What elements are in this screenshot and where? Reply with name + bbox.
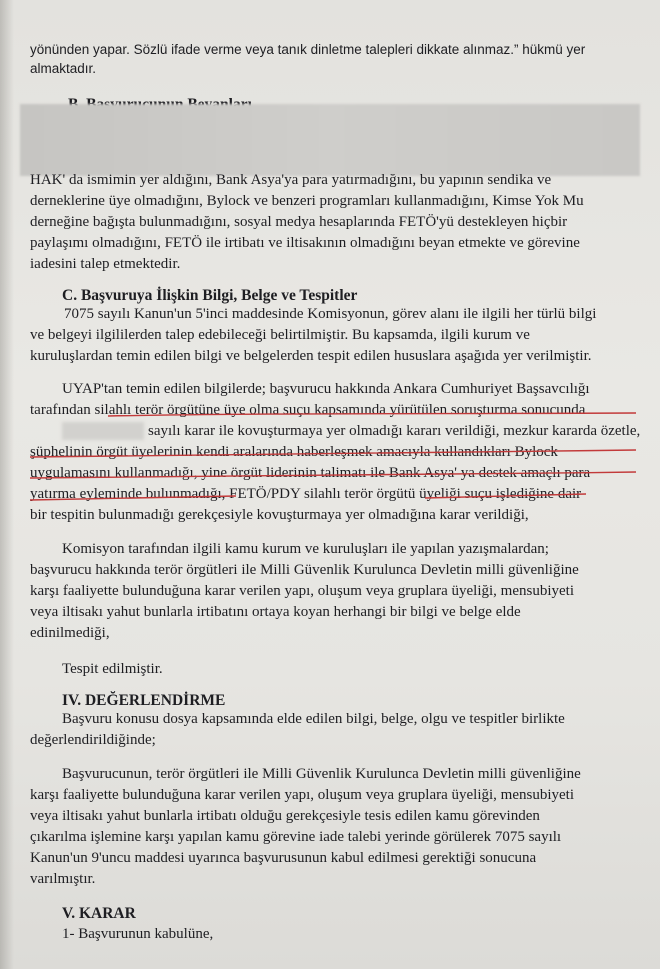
text-line: iadesini talep etmektedir. <box>30 256 181 272</box>
underline-mark <box>108 413 636 416</box>
text-line: veya iltisakı yahut bunlarla irtibatı olduğu gerekçesiyle tesis edilen kamu görevinden <box>30 808 540 824</box>
text-line: bir tespitin bulunmadığı gerekçesiyle kovuşturmaya yer olmadığına karar verildiği, <box>30 507 529 523</box>
text-line: Komisyon tarafından ilgili kamu kurum ve kuruluşları ile yapılan yazışmalardan; <box>62 541 549 557</box>
text-line: değerlendirildiğinde; <box>30 732 156 748</box>
underline-mark <box>30 496 236 500</box>
text-line: ve belgeyi ilgililerden talep edebileceği belirtilmiştir. Bu kapsamda, ilgili kurum ve <box>30 327 530 343</box>
text-line: çıkarılma işlemine karşı yapılan kamu görevine iade talebi yerinde görülerek 7075 sayılı <box>30 829 562 845</box>
underline-mark <box>30 472 636 478</box>
text-line: kuruluşlardan temin edilen bilgi ve belgelerden tespit edilen hususlara aşağıda yer verilmiştir. <box>30 348 592 364</box>
section-c-heading: C. Başvuruya İlişkin Bilgi, Belge ve Tespitler <box>62 287 358 304</box>
text-line: Kanun'un 9'uncu maddesi uyarınca başvurusunun kabul edilmesi gerektiği sonucuna <box>30 850 537 866</box>
text-line: almaktadır. <box>30 61 97 76</box>
text-line: sayılı karar ile kovuşturmaya yer olmadığı kararı verildiği, mezkur kararda özetle, <box>148 423 641 439</box>
text-line: derneğine bağışta bulunmadığını, sosyal medya hesaplarında FETÖ'yü destekleyen hiçbir <box>30 214 568 230</box>
section-v-heading: V. KARAR <box>62 905 136 922</box>
text-line: şüphelinin örgüt üyelerinin kendi aralarında haberleşmek amacıyla kullandıkları Bylock <box>30 444 558 460</box>
text-line: Tespit edilmiştir. <box>62 661 163 677</box>
text-line: derneklerine üye olmadığını, Bylock ve benzeri programları kullanmadığını, Kimse Yok Mu <box>30 193 584 209</box>
text-line: tarafından silahlı terör örgütüne üye olma suçu kapsamında yürütülen soruşturma sonucunda <box>30 402 586 418</box>
section-iv-heading: IV. DEĞERLENDİRME <box>62 692 226 709</box>
text-line: veya iltisakı yahut bunlarla irtibatını ortaya koyan herhangi bir bilgi ve belge elde <box>30 604 521 620</box>
text-line: Başvuru konusu dosya kapsamında elde edilen bilgi, belge, olgu ve tespitler birlikte <box>62 711 565 727</box>
text-line: 7075 sayılı Kanun'un 5'inci maddesinde Komisyonun, görev alanı ile ilgili her türlü bilgi <box>64 306 597 322</box>
text-line: UYAP'tan temin edilen bilgilerde; başvurucu hakkında Ankara Cumhuriyet Başsavcılığı <box>62 381 590 397</box>
underline-mark <box>425 494 586 498</box>
text-line: HAK' da ismimin yer aldığını, Bank Asya'ya para yatırmadığını, bu yapının sendika ve <box>30 172 552 188</box>
text-line: varılmıştır. <box>30 871 96 887</box>
text-line: uygulamasını kullanmadığı, yine örgüt liderinin talimatı ile Bank Asya' ya destek amaçlı para <box>30 465 591 481</box>
underline-mark <box>30 450 636 457</box>
text-line: karşı faaliyette bulunduğuna karar verilen yapı, oluşum veya gruplara üyeliği, mensubiyeti <box>30 583 574 599</box>
text-line: edinilmediği, <box>30 625 110 641</box>
text-line: Başvurucunun, terör örgütleri ile Milli Güvenlik Kurulunca Devletin milli güvenliğine <box>62 766 581 782</box>
text-line: başvurucu hakkında terör örgütleri ile Milli Güvenlik Kurulunca Devletin milli güvenliğine <box>30 562 579 578</box>
text-line: yönünden yapar. Sözlü ifade verme veya tanık dinletme talepleri dikkate alınmaz.” hükmü yer <box>30 42 586 57</box>
text-line: paylaşımı olmadığını, FETÖ ile irtibatı ve iltisakının olmadığını beyan etmekte ve görevine <box>30 235 580 251</box>
text-line: 1- Başvurunun kabulüne, <box>62 926 214 942</box>
text-line: karşı faaliyette bulunduğuna karar verilen yapı, oluşum veya gruplara üyeliği, mensubiyeti <box>30 787 574 803</box>
text-line: yatırma eyleminde bulunmadığı, FETÖ/PDY silahlı terör örgütü üyeliği suçu işlediğine dair <box>30 486 582 502</box>
